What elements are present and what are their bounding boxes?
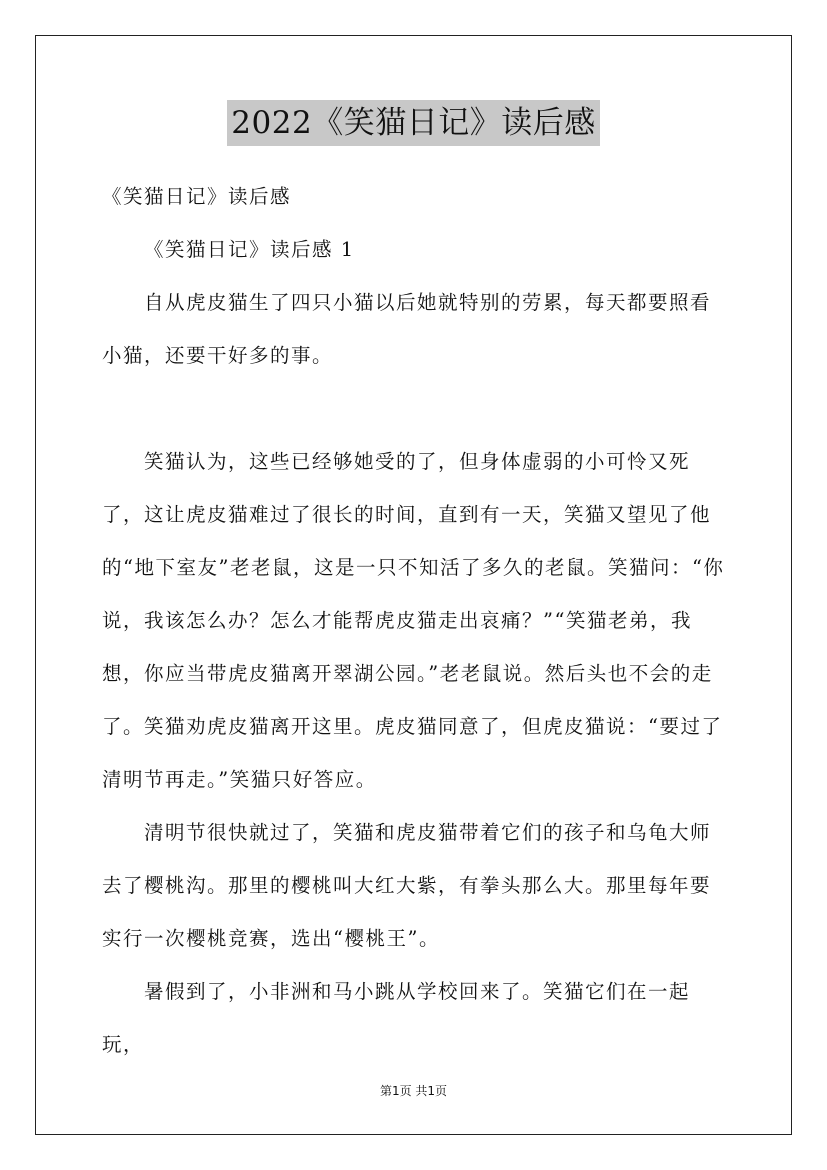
paragraph: 清明节很快就过了，笑猫和虎皮猫带着它们的孩子和乌龟大师去了樱桃沟。那里的樱桃叫大红大紫，有拳头那么大。那里每年要实行一次樱桃竞赛，选出“樱桃王”。 [102,821,712,950]
page-footer: 第1页 共1页 [379,1084,448,1098]
paragraph-spacer [102,382,728,435]
document-title: 2022《笑猫日记》读后感 [227,100,599,146]
paragraph: 暑假到了，小非洲和马小跳从学校回来了。笑猫它们在一起玩， [102,980,691,1056]
document-body [102,170,728,1071]
paragraph: 自从虎皮猫生了四只小猫以后她就特别的劳累，每天都要照看小猫，还要干好多的事。 [102,291,712,367]
document-subtitle: 《笑猫日记》读后感 [102,185,292,208]
paragraph: 笑猫认为，这些已经够她受的了，但身体虚弱的小可怜又死了，这让虎皮猫难过了很长的时间，直到有一天，笑猫又望见了他的“地下室友”老老鼠，这是一只不知活了多久的老鼠。笑猫问：“你说，我该怎么办？怎么才能帮虎皮猫走出哀痛？”“笑猫老弟，我想，你应当带虎皮猫离开翠湖公园。”老老鼠说。然后头也不会的走了。笑猫劝虎皮猫离开这里。虎皮猫同意了，但虎皮猫说：“要过了清明节再走。”笑猫只好答应。 [102,450,725,791]
section-heading: 《笑猫日记》读后感 1 [144,238,355,261]
document-title-wrapper [0,100,827,146]
